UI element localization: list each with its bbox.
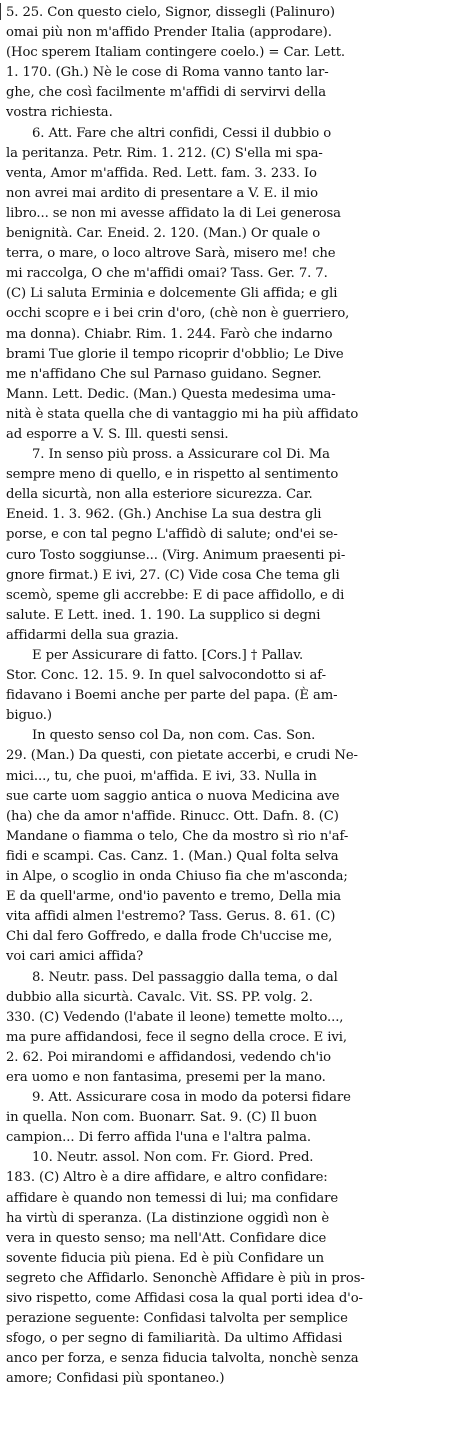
- text-line: biguo.): [6, 708, 52, 724]
- text-line: 8. Neutr. pass. Del passaggio dalla tema, o dal: [32, 969, 338, 985]
- text-line: fidavano i Boemi anche per parte del papa. (È am-: [6, 688, 338, 704]
- text-line: 7. In senso più pross. a Assicurare col Di. Ma: [32, 447, 330, 463]
- text-line: vera in questo senso; ma nell'Att. Confidare dice: [6, 1230, 327, 1246]
- text-line: ad esporre a V. S. Ill. questi sensi.: [6, 426, 229, 442]
- text-line: la peritanza. Petr. Rim. 1. 212. (C) S'ella mi spa-: [6, 145, 323, 161]
- text-line: (C) Li saluta Erminia e dolcemente Gli affida; e gli: [6, 286, 338, 302]
- text-line: E per Assicurare di fatto. [Cors.] † Pallav.: [32, 648, 304, 663]
- text-line: non avrei mai ardito di presentare a V. E. il mio: [6, 185, 318, 201]
- text-line: ma pure affidandosi, fece il segno della croce. E ivi,: [6, 1029, 347, 1045]
- text-line: campion... Di ferro affida l'una e l'altra palma.: [6, 1130, 312, 1146]
- text-line: (ha) che da amor n'affide. Rinucc. Ott. Dafn. 8. (C): [6, 808, 339, 824]
- text-line: scemò, speme gli accrebbe: E di pace affidollo, e di: [6, 587, 345, 603]
- text-line: mici..., tu, che puoi, m'affida. E ivi, 33. Nulla in: [6, 768, 317, 784]
- entry-text: [6, 3, 462, 1389]
- text-line: Eneid. 1. 3. 962. (Gh.) Anchise La sua destra gli: [6, 507, 322, 523]
- text-line: Stor. Conc. 12. 15. 9. In quel salvocondotto si af-: [6, 668, 326, 684]
- text-line: (Hoc sperem Italiam contingere coelo.) = Car. Lett.: [6, 45, 345, 61]
- text-line: venta, Amor m'affida. Red. Lett. fam. 3. 233. Io: [6, 165, 317, 181]
- text-line: anco per forza, e senza fiducia talvolta, nonchè senza: [6, 1351, 359, 1367]
- text-line: dubbio alla sicurtà. Cavalc. Vit. SS. PP. volg. 2.: [6, 989, 313, 1005]
- margin-rule: [0, 3, 1, 20]
- text-line: affidare è quando non temessi di lui; ma confidare: [6, 1190, 339, 1206]
- text-line: libro... se non mi avesse affidato la di Lei generosa: [6, 205, 341, 221]
- text-line: brami Tue glorie il tempo ricoprir d'obblio; Le Dive: [6, 346, 344, 362]
- text-line: in Alpe, o scoglio in onda Chiuso fia che m'asconda;: [6, 869, 348, 885]
- text-line: Mandane o fiamma o telo, Che da mostro sì rio n'af-: [6, 828, 349, 844]
- text-line: gnore firmat.) E ivi, 27. (C) Vide cosa Che tema gli: [6, 567, 340, 583]
- text-line: 9. Att. Assicurare cosa in modo da potersi fidare: [32, 1090, 351, 1106]
- text-line: benignità. Car. Eneid. 2. 120. (Man.) Or quale o: [6, 226, 321, 242]
- text-line: 330. (C) Vedendo (l'abate il leone) temette molto...,: [6, 1009, 344, 1025]
- text-line: sovente fiducia più piena. Ed è più Confidare un: [6, 1250, 325, 1266]
- text-line: nità è stata quella che di vantaggio mi ha più affidato: [6, 406, 359, 422]
- text-line: in quella. Non com. Buonarr. Sat. 9. (C) Il buon: [6, 1110, 317, 1126]
- text-line: sempre meno di quello, e in rispetto al sentimento: [6, 467, 339, 483]
- text-line: ghe, che così facilmente m'affidi di servirvi della: [6, 85, 326, 101]
- text-line: curo Tosto soggiunse... (Virg. Animum praesenti pi-: [6, 547, 346, 563]
- text-line: 183. (C) Altro è a dire affidare, e altro confidare:: [6, 1170, 328, 1186]
- text-line: della sicurtà, non alla esteriore sicurezza. Car.: [6, 487, 313, 503]
- text-line: mi raccolga, O che m'affidi omai? Tass. Ger. 7. 7.: [6, 266, 328, 282]
- dictionary-page: [6, 3, 462, 1449]
- text-line: perazione seguente: Confidasi talvolta per semplice: [6, 1311, 348, 1327]
- text-line: sfogo, o per segno di familiarità. Da ultimo Affidasi: [6, 1331, 343, 1347]
- text-line: In questo senso col Da, non com. Cas. Son.: [32, 728, 316, 744]
- text-line: 29. (Man.) Da questi, con pietate accerbi, e crudi Ne-: [6, 748, 358, 764]
- text-line: ha virtù di speranza. (La distinzione oggidì non è: [6, 1210, 330, 1226]
- text-line: 5. 25. Con questo cielo, Signor, dissegli (Palinuro): [6, 5, 335, 20]
- text-line: affidarmi della sua grazia.: [6, 627, 179, 643]
- text-line: fidi e scampi. Cas. Canz. 1. (Man.) Qual folta selva: [6, 848, 339, 864]
- text-line: E da quell'arme, ond'io pavento e tremo, Della mia: [6, 889, 341, 905]
- text-line: amore; Confidasi più spontaneo.): [6, 1371, 225, 1387]
- text-line: voi cari amici affida?: [6, 949, 144, 965]
- text-line: omai più non m'affido Prender Italia (approdare).: [6, 25, 332, 41]
- text-line: Mann. Lett. Dedic. (Man.) Questa medesima uma-: [6, 386, 336, 402]
- text-line: terra, o mare, o loco altrove Sarà, misero me! che: [6, 246, 336, 262]
- text-line: occhi scopre e i bei crin d'oro, (chè non è guerriero,: [6, 306, 350, 322]
- text-line: vita affidi almen l'estremo? Tass. Gerus. 8. 61. (C): [6, 909, 336, 925]
- text-line: segreto che Affidarlo. Senonchè Affidare è più in pros-: [6, 1270, 365, 1286]
- text-line: 2. 62. Poi mirandomi e affidandosi, vedendo ch'io: [6, 1049, 332, 1065]
- text-line: 10. Neutr. assol. Non com. Fr. Giord. Pred.: [32, 1150, 314, 1166]
- text-line: sivo rispetto, come Affidasi cosa la qual porti idea d'o-: [6, 1291, 363, 1306]
- text-line: sue carte uom saggio antica o nuova Medicina ave: [6, 788, 340, 804]
- text-line: era uomo e non fantasima, presemi per la mano.: [6, 1069, 326, 1085]
- text-line: salute. E Lett. ined. 1. 190. La supplico si degni: [6, 607, 321, 623]
- text-line: ma donna). Chiabr. Rim. 1. 244. Farò che indarno: [6, 326, 333, 342]
- text-line: 1. 170. (Gh.) Nè le cose di Roma vanno tanto lar-: [6, 65, 329, 81]
- text-line: porse, e con tal pegno L'affidò di salute; ond'ei se-: [6, 527, 338, 543]
- text-line: vostra richiesta.: [6, 105, 113, 121]
- text-line: 6. Att. Fare che altri confidi, Cessi il dubbio o: [32, 125, 332, 141]
- text-line: Chi dal fero Goffredo, e dalla frode Ch'uccise me,: [6, 929, 333, 945]
- text-line: me n'affidano Che sul Parnaso guidano. Segner.: [6, 366, 322, 382]
